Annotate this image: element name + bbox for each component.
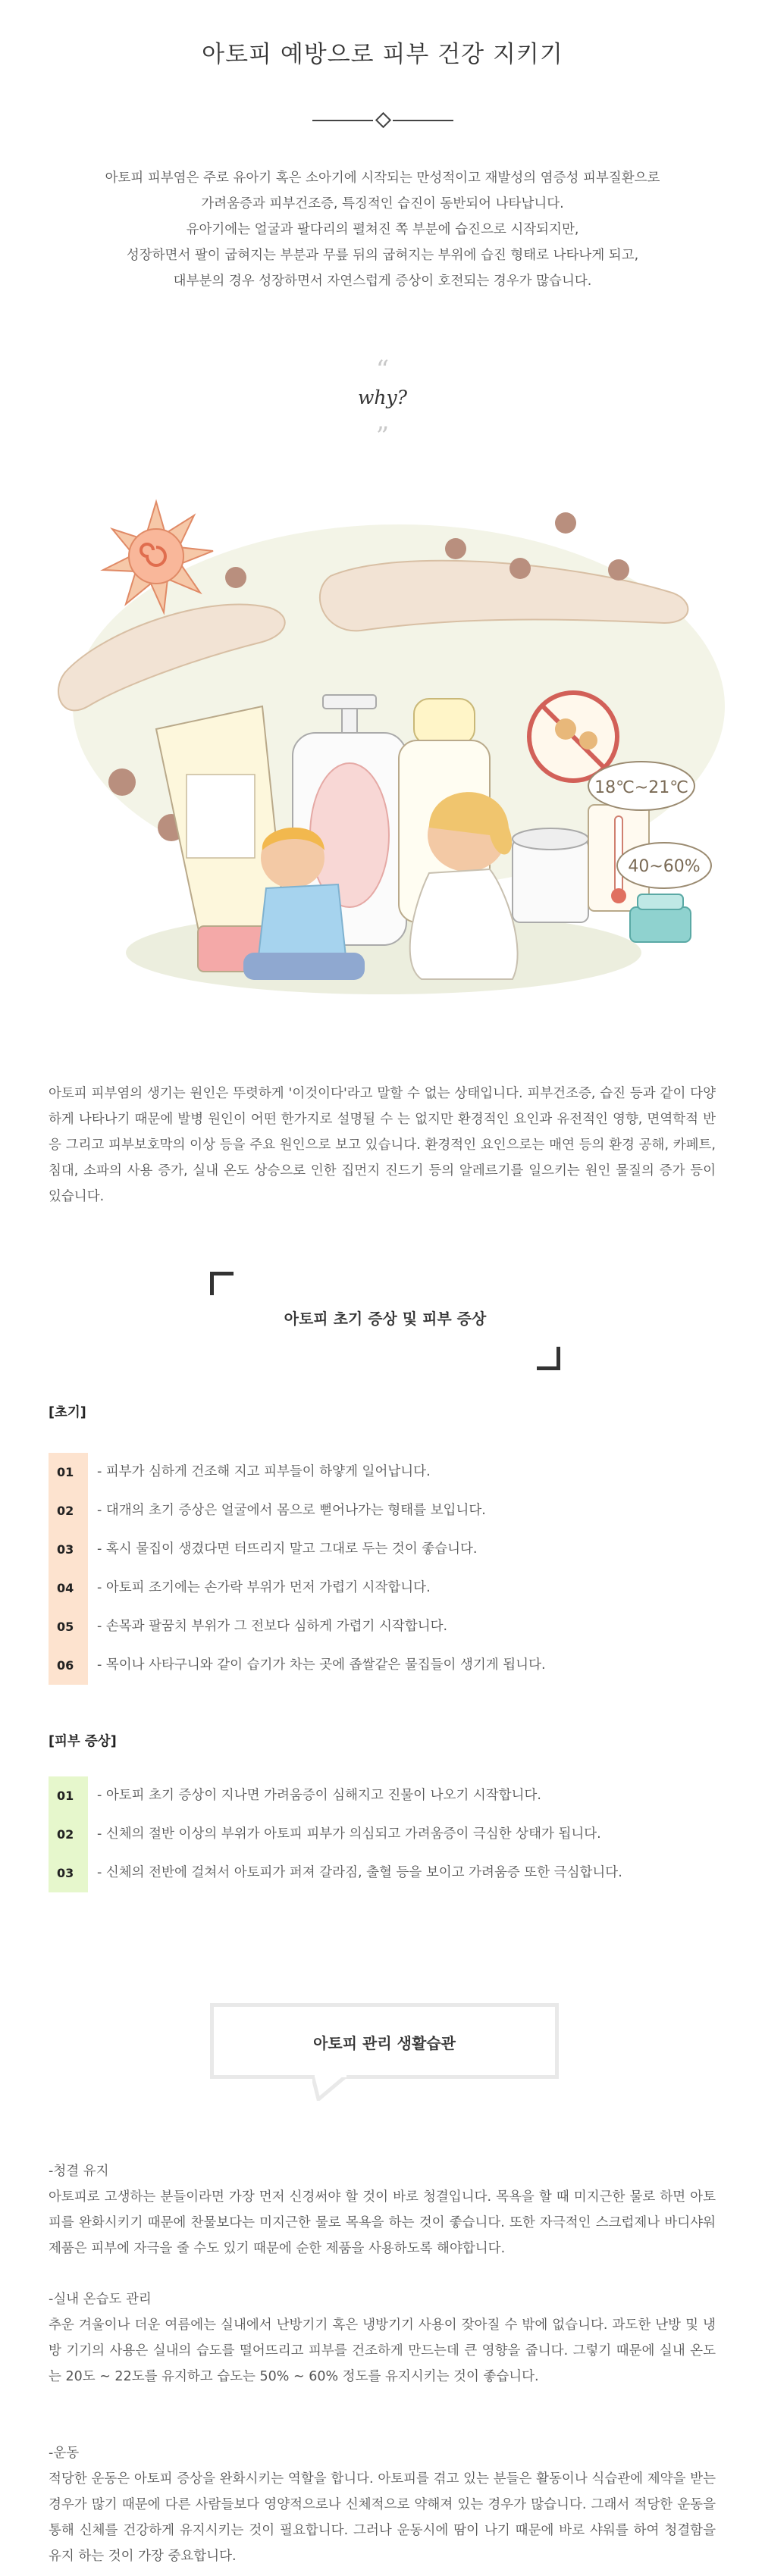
item-number: 02: [49, 1491, 88, 1530]
list-item: [49, 1453, 731, 1491]
item-text: - 아토피 조기에는 손가락 부위가 먼저 가렵기 시작합니다.: [97, 1580, 431, 1595]
early-symptoms-list: [49, 1453, 731, 1685]
intro-text: [0, 165, 765, 294]
item-text: - 신체의 절반 이상의 부위가 아토피 피부가 의심되고 가려움증이 극심한 상태가 됩니다.: [97, 1826, 601, 1842]
habit-exercise: [49, 2440, 716, 2569]
item-text: - 아토피 초기 증상이 지나면 가려움증이 심해지고 진물이 나오기 시작합니다.: [97, 1788, 541, 1803]
atopy-illustration: [42, 479, 725, 1055]
item-number: 01: [49, 1776, 88, 1815]
item-text: - 목이나 사타구니와 같이 습기가 차는 곳에 좁쌀같은 물집들이 생기게 됩니다.: [97, 1657, 546, 1673]
item-number: 03: [49, 1854, 88, 1892]
habits-section-title: 아토피 관리 생활습관: [313, 2034, 456, 2052]
early-symptoms-heading: [초기]: [49, 1405, 86, 1420]
list-item: [49, 1491, 731, 1530]
habit-heading: -실내 온습도 관리: [49, 2292, 152, 2307]
habit-body: 적당한 운동은 아토피 증상을 완화시키는 역할을 합니다. 아토피를 겪고 있는 분들은 활동이나 식습관에 제약을 받는 경우가 많기 때문에 다른 사람들보다 영양적으로나 신체적으로 약해져 있는 경우가 많습니다. 그래서 적당한 운동을 통해 신체를 건강하게 유지시키는 것이 필요합니다. 그러나 운동시에 땀이 나기 때문에 바로 샤워를 하여 청결함을 유지 하는 것이 가장 중요합니다.: [49, 2471, 716, 2564]
habits-section-header: [210, 2003, 559, 2079]
item-text: - 신체의 전반에 걸쳐서 아토피가 퍼져 갈라짐, 출혈 등을 보이고 가려움증 또한 극심합니다.: [97, 1865, 622, 1880]
humidity-badge: [617, 843, 711, 888]
item-text: - 혹시 물집이 생겼다면 터뜨리지 말고 그대로 두는 것이 좋습니다.: [97, 1542, 478, 1557]
item-text: - 대개의 초기 증상은 얼굴에서 몸으로 뻗어나가는 형태를 보입니다.: [97, 1503, 486, 1518]
list-item: [49, 1854, 731, 1892]
skin-symptoms-heading: [피부 증상]: [49, 1734, 117, 1749]
corner-bracket-icon: [210, 1272, 234, 1295]
skin-symptoms-list: [49, 1776, 731, 1892]
list-item: [49, 1569, 731, 1607]
intro-line: 성장하면서 팔이 굽혀지는 부분과 무릎 뒤의 굽혀지는 부위에 습진 형태로 나타나게 되고,: [126, 248, 639, 263]
item-number: 06: [49, 1646, 88, 1685]
list-item: [49, 1646, 731, 1685]
corner-bracket-icon: [537, 1347, 560, 1370]
habit-body: 추운 겨울이나 더운 여름에는 실내에서 난방기기 혹은 냉방기기 사용이 잦아질 수 밖에 없습니다. 과도한 난방 및 냉방 기기의 사용은 실내의 습도를 떨어뜨리고 피부를 건조하게 만드는데 큰 영향을 줍니다. 그렇기 때문에 실내 온도는 20도 ~ 22도를 유지하고 습도는 50% ~ 60% 정도를 유지시키는 것이 좋습니다.: [49, 2318, 716, 2384]
cause-paragraph: 아토피 피부염의 생기는 원인은 뚜렷하게 '이것이다'라고 말할 수 없는 상태입니다. 피부건조증, 습진 등과 같이 다양하게 나타나기 때문에 발병 원인이 어떤 한가지로 설명될 수 는 없지만 환경적인 요인과 유전적인 영향, 면역학적 반응 그리고 피부보호막의 이상 등을 주요 원인으로 보고 있습니다. 환경적인 요인으로는 매연 등의 환경 공해, 카페트, 침대, 소파의 사용 증가, 실내 온도 상승으로 인한 집먼지 진드기 등의 알레르기를 일으키는 원인 물질의 증가 등이 있습니다.: [49, 1086, 716, 1204]
temperature-label: 18℃~21℃: [594, 778, 688, 797]
list-item: [49, 1530, 731, 1569]
item-number: 04: [49, 1569, 88, 1607]
intro-line: 대부분의 경우 성장하면서 자연스럽게 증상이 호전되는 경우가 많습니다.: [173, 274, 592, 289]
speech-bubble-tail-icon: [312, 2075, 350, 2101]
list-item: [49, 1776, 731, 1815]
item-number: 01: [49, 1453, 88, 1491]
diamond-icon: [375, 112, 391, 128]
intro-line: 가려움증과 피부건조증, 특징적인 습진이 동반되어 나타납니다.: [201, 196, 564, 211]
list-item: [49, 1607, 731, 1646]
humidity-label: 40~60%: [628, 857, 701, 876]
jar-icon: [513, 828, 588, 922]
temperature-badge: [588, 762, 694, 810]
no-food-sign-icon: [529, 693, 617, 781]
item-number: 02: [49, 1815, 88, 1854]
habit-cleanliness: [49, 2158, 716, 2261]
symptoms-section-header: [210, 1272, 560, 1370]
habit-temperature-humidity: [49, 2286, 716, 2390]
symptoms-section-title: 아토피 초기 증상 및 피부 증상: [284, 1310, 487, 1328]
habit-heading: -청결 유지: [49, 2164, 109, 2179]
page-title: 아토피 예방으로 피부 건강 지키기: [202, 41, 563, 68]
close-quote-icon: ”: [375, 421, 390, 452]
why-label: why?: [357, 387, 408, 408]
list-item: [49, 1815, 731, 1854]
intro-line: 아토피 피부염은 주로 유아기 혹은 소아기에 시작되는 만성적이고 재발성의 염증성 피부질환으로: [105, 171, 660, 186]
open-quote-icon: “: [375, 355, 390, 385]
item-number: 03: [49, 1530, 88, 1569]
habit-body: 아토피로 고생하는 분들이라면 가장 먼저 신경써야 할 것이 바로 청결입니다. 목욕을 할 때 미지근한 물로 하면 아토피를 완화시키기 때문에 찬물보다는 미지근한 물로 목욕을 하는 것이 좋습니다. 또한 자극적인 스크럽제나 바디샤워 제품은 피부에 자극을 줄 수도 있기 때문에 순한 제품을 사용하도록 해야합니다.: [49, 2189, 716, 2256]
humidifier-icon: [630, 894, 691, 942]
item-text: - 피부가 심하게 건조해 지고 피부들이 하얗게 일어납니다.: [97, 1464, 431, 1479]
title-divider: [312, 114, 453, 127]
habit-heading: -운동: [49, 2446, 80, 2461]
intro-line: 유아기에는 얼굴과 팔다리의 펼쳐진 쪽 부분에 습진으로 시작되지만,: [186, 222, 579, 237]
item-text: - 손목과 팔꿈치 부위가 그 전보다 심하게 가렵기 시작합니다.: [97, 1619, 448, 1634]
item-number: 05: [49, 1607, 88, 1646]
